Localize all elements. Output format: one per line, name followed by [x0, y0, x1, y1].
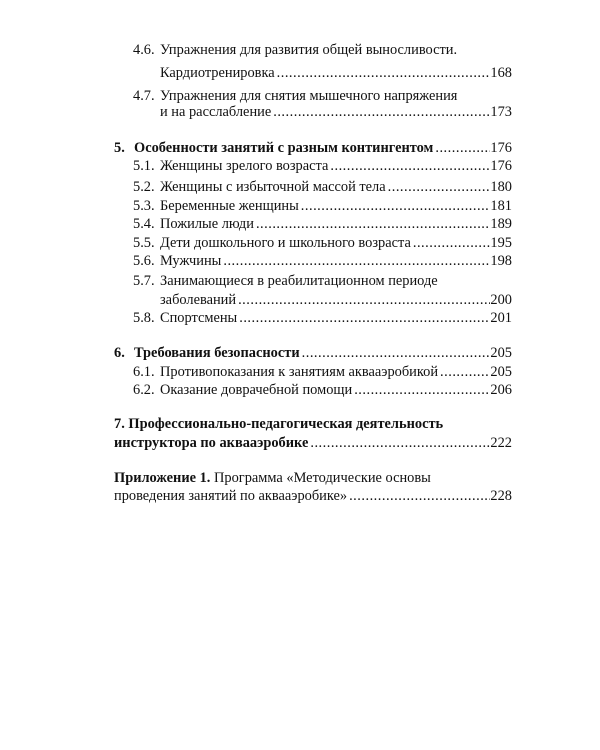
entry-title: Занимающиеся в реабилитационном периоде: [160, 273, 438, 289]
chapter-number: 5.: [114, 140, 125, 156]
entry-number: 5.5.: [133, 235, 155, 251]
entry-title: Дети дошкольного и школьного возраста: [160, 235, 411, 251]
dot-leader: [275, 64, 491, 83]
page-number: 222: [490, 435, 512, 451]
page-number: 228: [490, 488, 512, 504]
dot-leader: [328, 157, 490, 176]
chapter-title: Требования безопасности: [134, 345, 300, 361]
dot-leader: [438, 363, 490, 382]
chapter-title: Особенности занятий с разным контингентом: [134, 140, 434, 156]
toc-chapter-6: [0, 344, 600, 363]
entry-title: Противопоказания к занятиям аквааэробикой: [160, 364, 439, 380]
page-number: 180: [490, 179, 512, 195]
entry-title: Оказание доврачебной помощи: [160, 382, 353, 398]
toc-entry-5-8: [0, 309, 600, 328]
dot-leader: [237, 309, 490, 328]
entry-number: 4.6.: [133, 42, 155, 58]
dot-leader: [299, 197, 491, 216]
toc-appendix-1: [0, 469, 600, 488]
entry-number: 4.7.: [133, 88, 155, 104]
page-number: 181: [490, 198, 512, 214]
page-number: 189: [490, 216, 512, 232]
entry-number: 5.3.: [133, 198, 155, 214]
toc-entry-5-6: [0, 252, 600, 271]
entry-title: Мужчины: [160, 253, 222, 269]
toc-entry-5-7-cont: [0, 291, 600, 310]
dot-leader: [411, 234, 491, 253]
dot-leader: [300, 344, 491, 363]
toc-entry-4-7-cont: [0, 103, 600, 122]
page-number: 168: [490, 65, 512, 81]
dot-leader: [433, 139, 490, 158]
toc-entry-5-4: [0, 215, 600, 234]
entry-title-cont: Кардиотренировка: [160, 65, 275, 81]
chapter-title-cont: инструктора по аквааэробике: [114, 435, 309, 451]
toc-entry-5-3: [0, 197, 600, 216]
toc-entry-4-6: [0, 41, 600, 60]
appendix-label: Приложение 1.: [114, 470, 211, 486]
dot-leader: [347, 487, 490, 506]
entry-number: 5.4.: [133, 216, 155, 232]
dot-leader: [308, 434, 490, 453]
entry-number: 5.7.: [133, 273, 155, 289]
entry-number: 5.1.: [133, 158, 155, 174]
dot-leader: [271, 103, 490, 122]
toc-chapter-7: [0, 415, 600, 434]
entry-number: 5.8.: [133, 310, 155, 326]
entry-title: Женщины с избыточной массой тела: [160, 179, 386, 195]
toc-entry-6-1: [0, 363, 600, 382]
page-number: 201: [490, 310, 512, 326]
entry-title: Женщины зрелого возраста: [160, 158, 329, 174]
page-number: 176: [490, 158, 512, 174]
chapter-title: 7. Профессионально-педагогическая деятельность: [114, 416, 444, 432]
page-number: 198: [490, 253, 512, 269]
dot-leader: [254, 215, 490, 234]
page-number: 195: [490, 235, 512, 251]
toc-chapter-7-cont: [0, 434, 600, 453]
toc-entry-5-2: [0, 178, 600, 197]
appendix-title-cont: проведения занятий по аквааэробике»: [114, 488, 348, 504]
toc-entry-5-1: [0, 157, 600, 176]
entry-number: 5.2.: [133, 179, 155, 195]
entry-number: 6.1.: [133, 364, 155, 380]
toc-entry-4-6-cont: [0, 64, 600, 83]
entry-title: Беременные женщины: [160, 198, 299, 214]
page-number: 173: [490, 104, 512, 120]
entry-number: 6.2.: [133, 382, 155, 398]
toc-entry-6-2: [0, 381, 600, 400]
chapter-number: 6.: [114, 345, 125, 361]
entry-title: Упражнения для развития общей выносливости.: [160, 42, 458, 58]
page-number: 205: [490, 345, 512, 361]
entry-number: 5.6.: [133, 253, 155, 269]
entry-title: Пожилые люди: [160, 216, 254, 232]
toc-chapter-5: [0, 139, 600, 158]
toc-entry-5-5: [0, 234, 600, 253]
dot-leader: [221, 252, 490, 271]
dot-leader: [236, 291, 490, 310]
appendix-title: Программа «Методические основы: [214, 470, 431, 486]
dot-leader: [352, 381, 490, 400]
toc-entry-5-7: [0, 272, 600, 291]
entry-title: Упражнения для снятия мышечного напряжения: [160, 88, 458, 104]
page-number: 206: [490, 382, 512, 398]
entry-title: Спортсмены: [160, 310, 238, 326]
page-number: 176: [490, 140, 512, 156]
toc-appendix-1-cont: [0, 487, 600, 506]
entry-title-cont: и на расслабление: [160, 104, 272, 120]
page-number: 200: [490, 292, 512, 308]
page-number: 205: [490, 364, 512, 380]
dot-leader: [386, 178, 491, 197]
entry-title-cont: заболеваний: [160, 292, 237, 308]
